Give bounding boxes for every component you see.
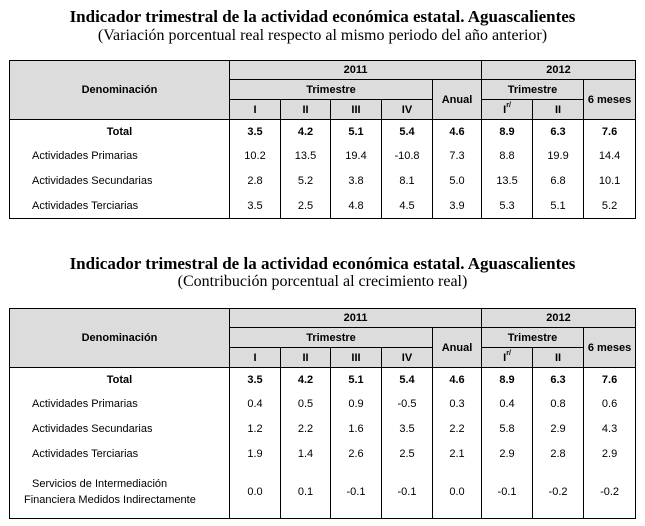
header-2012-q2: II <box>533 348 584 368</box>
table1-title: Indicador trimestral de la actividad económica estatal. Aguascalientes <box>69 7 576 26</box>
header-q4: IV <box>382 348 433 368</box>
cell: 2.9 <box>584 442 636 467</box>
cell: 7.6 <box>584 120 636 144</box>
cell: 4.6 <box>433 368 482 392</box>
table2-title: Indicador trimestral de la actividad económica estatal. Aguascalientes <box>69 254 576 273</box>
row-label: Actividades Primarias <box>10 144 230 169</box>
row-label <box>10 467 230 519</box>
table1 <box>9 60 636 219</box>
cell: -0.2 <box>533 467 584 519</box>
cell: 4.5 <box>382 194 433 219</box>
table-row <box>10 467 636 519</box>
cell: 6.8 <box>533 169 584 194</box>
cell: 3.5 <box>230 120 281 144</box>
cell: 3.9 <box>433 194 482 219</box>
cell: 2.8 <box>230 169 281 194</box>
header-q3: III <box>331 100 382 120</box>
header-q1: I <box>230 348 281 368</box>
cell: 2.2 <box>433 417 482 442</box>
cell: 8.8 <box>482 144 533 169</box>
header-2012-q1-label: I <box>503 103 507 116</box>
cell: 5.1 <box>331 120 382 144</box>
cell: 0.0 <box>433 467 482 519</box>
row-label: Total <box>10 368 230 392</box>
table-row <box>10 442 636 467</box>
table2 <box>9 308 636 519</box>
cell: 13.5 <box>281 144 331 169</box>
row-label: Actividades Primarias <box>10 392 230 417</box>
header-year-2012: 2012 <box>482 309 636 328</box>
row-label: Actividades Secundarias <box>10 169 230 194</box>
cell: 6.3 <box>533 368 584 392</box>
header-year-2011: 2011 <box>230 61 482 80</box>
cell: 0.4 <box>230 392 281 417</box>
table-row <box>10 417 636 442</box>
cell: 1.4 <box>281 442 331 467</box>
header-trimestre-2012: Trimestre <box>482 80 584 100</box>
cell: 13.5 <box>482 169 533 194</box>
cell: 0.4 <box>482 392 533 417</box>
header-q3: III <box>331 348 382 368</box>
cell: 5.2 <box>584 194 636 219</box>
cell: -0.1 <box>382 467 433 519</box>
header-2012-q1 <box>482 100 533 120</box>
header-anual: Anual <box>433 80 482 120</box>
cell: 19.9 <box>533 144 584 169</box>
table1-subtitle: (Variación porcentual real respecto al mismo periodo del año anterior) <box>97 27 548 44</box>
cell: 2.5 <box>382 442 433 467</box>
cell: 4.2 <box>281 120 331 144</box>
cell: 0.0 <box>230 467 281 519</box>
cell: 3.5 <box>230 368 281 392</box>
header-q2: II <box>281 348 331 368</box>
cell: 8.9 <box>482 120 533 144</box>
cell: 5.4 <box>382 120 433 144</box>
cell: 4.2 <box>281 368 331 392</box>
cell: 2.6 <box>331 442 382 467</box>
cell: 8.1 <box>382 169 433 194</box>
header-2012-q2: II <box>533 100 584 120</box>
table-row <box>10 144 636 169</box>
cell: 0.8 <box>533 392 584 417</box>
cell: 2.1 <box>433 442 482 467</box>
cell: 5.8 <box>482 417 533 442</box>
header-2012-q1-note: r/ <box>506 101 511 109</box>
cell: 0.5 <box>281 392 331 417</box>
cell: 14.4 <box>584 144 636 169</box>
header-trimestre-2012: Trimestre <box>482 328 584 348</box>
cell: 10.2 <box>230 144 281 169</box>
header-trimestre-2011: Trimestre <box>230 80 433 100</box>
cell: 19.4 <box>331 144 382 169</box>
header-q2: II <box>281 100 331 120</box>
header-denominacion: Denominación <box>10 309 230 368</box>
cell: 3.5 <box>382 417 433 442</box>
cell: 2.9 <box>533 417 584 442</box>
header-trimestre-2011: Trimestre <box>230 328 433 348</box>
cell: 2.8 <box>533 442 584 467</box>
row-label: Total <box>10 120 230 144</box>
cell: 1.9 <box>230 442 281 467</box>
header-2012-q1-note: r/ <box>506 349 511 357</box>
cell: -0.1 <box>331 467 382 519</box>
cell: 7.3 <box>433 144 482 169</box>
cell: -10.8 <box>382 144 433 169</box>
table-row <box>10 169 636 194</box>
table-row <box>10 392 636 417</box>
cell: -0.2 <box>584 467 636 519</box>
cell: 0.9 <box>331 392 382 417</box>
row-label: Actividades Terciarias <box>10 194 230 219</box>
header-denominacion: Denominación <box>10 61 230 120</box>
cell: -0.1 <box>482 467 533 519</box>
header-2012-q1-label: I <box>503 351 507 364</box>
table-row <box>10 368 636 392</box>
cell: 4.3 <box>584 417 636 442</box>
cell: 6.3 <box>533 120 584 144</box>
cell: 0.1 <box>281 467 331 519</box>
cell: 5.1 <box>331 368 382 392</box>
header-2012-q1 <box>482 348 533 368</box>
cell: 2.9 <box>482 442 533 467</box>
cell: 10.1 <box>584 169 636 194</box>
cell: 5.4 <box>382 368 433 392</box>
cell: 5.1 <box>533 194 584 219</box>
table2-subtitle: (Contribución porcentual al crecimiento real) <box>177 273 468 290</box>
header-year-2012: 2012 <box>482 61 636 80</box>
cell: 5.0 <box>433 169 482 194</box>
cell: 0.6 <box>584 392 636 417</box>
cell: 5.3 <box>482 194 533 219</box>
header-6-meses: 6 meses <box>584 328 636 368</box>
cell: 7.6 <box>584 368 636 392</box>
header-6-meses: 6 meses <box>584 80 636 120</box>
cell: 5.2 <box>281 169 331 194</box>
cell: 3.5 <box>230 194 281 219</box>
row-label-line: Financiera Medidos Indirectamente <box>24 494 196 507</box>
cell: 2.5 <box>281 194 331 219</box>
cell: 4.6 <box>433 120 482 144</box>
cell: -0.5 <box>382 392 433 417</box>
row-label: Actividades Secundarias <box>10 417 230 442</box>
cell: 1.6 <box>331 417 382 442</box>
cell: 1.2 <box>230 417 281 442</box>
cell: 4.8 <box>331 194 382 219</box>
header-year-2011: 2011 <box>230 309 482 328</box>
header-q1: I <box>230 100 281 120</box>
table-row <box>10 194 636 219</box>
cell: 3.8 <box>331 169 382 194</box>
row-label: Actividades Terciarias <box>10 442 230 467</box>
header-anual: Anual <box>433 328 482 368</box>
row-label-line: Servicios de Intermediación <box>32 478 168 491</box>
cell: 2.2 <box>281 417 331 442</box>
cell: 8.9 <box>482 368 533 392</box>
header-q4: IV <box>382 100 433 120</box>
cell: 0.3 <box>433 392 482 417</box>
table-row <box>10 120 636 144</box>
